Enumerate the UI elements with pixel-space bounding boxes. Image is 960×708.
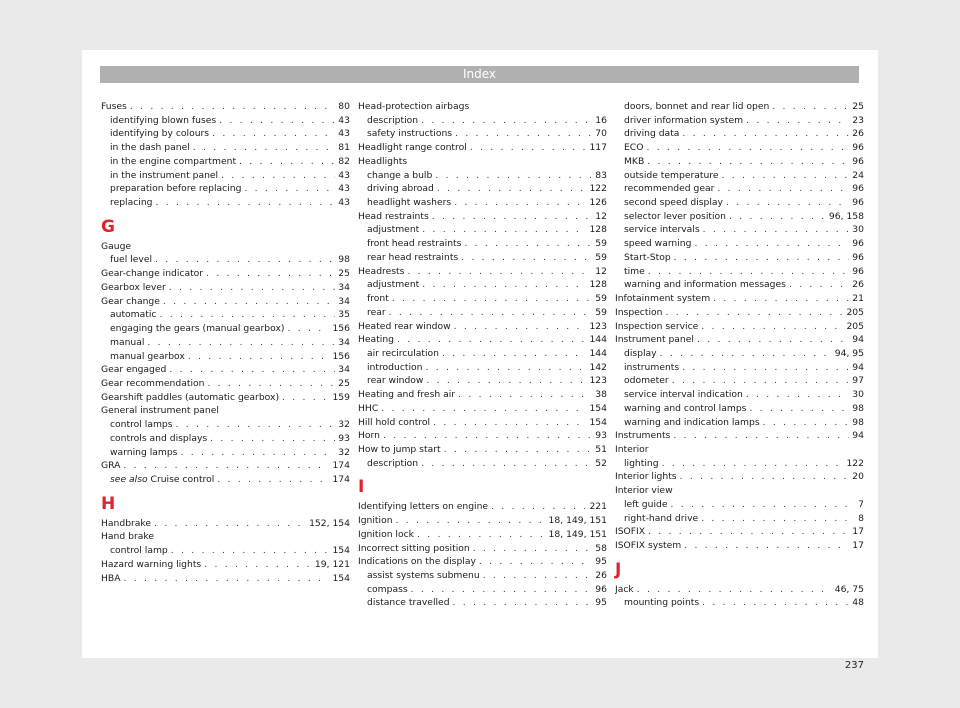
index-entry: Headrests . . . 12 <box>358 265 607 279</box>
index-subentry: adjustment . . . 128 <box>358 223 607 237</box>
index-subentry: safety instructions . . . 70 <box>358 127 607 141</box>
index-subentry: mounting points . . . 48 <box>615 596 864 610</box>
index-entry: Interior lights . . . 20 <box>615 470 864 484</box>
index-entry: Jack . . . 46, 75 <box>615 583 864 597</box>
index-heading: Hand brake <box>101 531 154 543</box>
index-entry: How to jump start . . . 51 <box>358 443 607 457</box>
index-subentry: second speed display . . . 96 <box>615 196 864 210</box>
index-entry: Instruments . . . 94 <box>615 429 864 443</box>
index-entry: Heating . . . 144 <box>358 333 607 347</box>
index-subentry: time . . . 96 <box>615 265 864 279</box>
index-subentry: lighting . . . 122 <box>615 457 864 471</box>
index-subentry: engaging the gears (manual gearbox) . . . 156 <box>101 322 350 336</box>
index-entry: Identifying letters on engine . . . 221 <box>358 500 607 514</box>
index-heading: Interior <box>615 443 649 455</box>
index-entry: Ignition . . . 18, 149, 151 <box>358 514 607 528</box>
index-subentry: introduction . . . 142 <box>358 361 607 375</box>
index-subentry: manual . . . 34 <box>101 336 350 350</box>
index-entry: Horn . . . 93 <box>358 429 607 443</box>
index-subentry: identifying by colours . . . 43 <box>101 127 350 141</box>
index-entry: Gearbox lever . . . 34 <box>101 281 350 295</box>
index-subentry: driving data . . . 26 <box>615 127 864 141</box>
index-subentry: distance travelled . . . 95 <box>358 596 607 610</box>
index-entry: Gear recommendation . . . 25 <box>101 377 350 391</box>
index-subentry: recommended gear . . . 96 <box>615 182 864 196</box>
section-letter-h: H <box>101 493 116 514</box>
index-subentry: ECO . . . 96 <box>615 141 864 155</box>
index-subentry: change a bulb . . . 83 <box>358 169 607 183</box>
index-column-3 <box>615 100 864 610</box>
index-entry: Hill hold control . . . 154 <box>358 416 607 430</box>
manual-page <box>82 50 878 671</box>
index-subentry: in the dash panel . . . 81 <box>101 141 350 155</box>
index-entry: Incorrect sitting position . . . 58 <box>358 542 607 556</box>
index-subentry: display . . . 94, 95 <box>615 347 864 361</box>
index-entry: Fuses . . . 80 <box>101 100 350 114</box>
index-entry: GRA . . . 174 <box>101 459 350 473</box>
index-entry: ISOFIX system . . . 17 <box>615 539 864 553</box>
index-entry: ISOFIX . . . 17 <box>615 525 864 539</box>
index-heading: Gauge <box>101 240 132 252</box>
index-entry: Heated rear window . . . 123 <box>358 320 607 334</box>
index-subentry: left guide . . . 7 <box>615 498 864 512</box>
index-subentry: front . . . 59 <box>358 292 607 306</box>
index-entry: Ignition lock . . . 18, 149, 151 <box>358 528 607 542</box>
index-entry: Headlight range control . . . 117 <box>358 141 607 155</box>
index-subentry: rear head restraints . . . 59 <box>358 251 607 265</box>
index-subentry: front head restraints . . . 59 <box>358 237 607 251</box>
section-letter-i: I <box>358 477 365 498</box>
index-see-also: see also Cruise control . . . 174 <box>101 473 350 487</box>
index-subentry: replacing . . . 43 <box>101 196 350 210</box>
section-letter-g: G <box>101 216 115 237</box>
index-subentry: in the instrument panel . . . 43 <box>101 169 350 183</box>
index-subentry: driver information system . . . 23 <box>615 114 864 128</box>
index-subentry: right-hand drive . . . 8 <box>615 512 864 526</box>
index-subentry: manual gearbox . . . 156 <box>101 350 350 364</box>
index-heading: Interior view <box>615 485 673 497</box>
index-subentry: air recirculation . . . 144 <box>358 347 607 361</box>
index-subentry: service interval indication . . . 30 <box>615 388 864 402</box>
index-column-2 <box>358 100 607 610</box>
index-entry: Gear change . . . 34 <box>101 295 350 309</box>
index-subentry: assist systems submenu . . . 26 <box>358 569 607 583</box>
index-subentry: warning and information messages . . . 26 <box>615 278 864 292</box>
index-subentry: fuel level . . . 98 <box>101 253 350 267</box>
index-subentry: headlight washers . . . 126 <box>358 196 607 210</box>
index-entry: Indications on the display . . . 95 <box>358 555 607 569</box>
index-entry: Gearshift paddles (automatic gearbox) . . . 159 <box>101 391 350 405</box>
index-subentry: rear . . . 59 <box>358 306 607 320</box>
index-entry: Heating and fresh air . . . 38 <box>358 388 607 402</box>
page-number: 237 <box>844 660 864 671</box>
index-entry: Handbrake . . . 152, 154 <box>101 517 350 531</box>
index-subentry: speed warning . . . 96 <box>615 237 864 251</box>
index-subentry: driving abroad . . . 122 <box>358 182 607 196</box>
index-entry: Inspection . . . 205 <box>615 306 864 320</box>
index-subentry: outside temperature . . . 24 <box>615 169 864 183</box>
index-entry: Gear-change indicator . . . 25 <box>101 267 350 281</box>
index-subentry: warning and indication lamps . . . 98 <box>615 416 864 430</box>
index-heading: Headlights <box>358 155 408 167</box>
index-subentry: description . . . 52 <box>358 457 607 471</box>
page-header: Index <box>100 66 859 83</box>
section-letter-j: J <box>615 559 622 580</box>
index-entry: Infotainment system . . . 21 <box>615 292 864 306</box>
index-entry: HHC . . . 154 <box>358 402 607 416</box>
index-entry: Inspection service . . . 205 <box>615 320 864 334</box>
index-entry: Hazard warning lights . . . 19, 121 <box>101 558 350 572</box>
index-subentry: description . . . 16 <box>358 114 607 128</box>
index-subentry: control lamp . . . 154 <box>101 544 350 558</box>
index-subentry: rear window . . . 123 <box>358 374 607 388</box>
index-subentry: Start-Stop . . . 96 <box>615 251 864 265</box>
index-subentry: selector lever position . . . 96, 158 <box>615 210 864 224</box>
index-heading: General instrument panel <box>101 405 219 417</box>
index-subentry: instruments . . . 94 <box>615 361 864 375</box>
index-subentry: warning and control lamps . . . 98 <box>615 402 864 416</box>
index-subentry: compass . . . 96 <box>358 583 607 597</box>
index-entry: Head restraints . . . 12 <box>358 210 607 224</box>
index-subentry: doors, bonnet and rear lid open . . . 25 <box>615 100 864 114</box>
index-subentry: control lamps . . . 32 <box>101 418 350 432</box>
index-subentry: adjustment . . . 128 <box>358 278 607 292</box>
index-subentry: service intervals . . . 30 <box>615 223 864 237</box>
index-subentry: automatic . . . 35 <box>101 308 350 322</box>
index-subentry: controls and displays . . . 93 <box>101 432 350 446</box>
index-subentry: warning lamps . . . 32 <box>101 446 350 460</box>
index-subentry: identifying blown fuses . . . 43 <box>101 114 350 128</box>
index-entry: Instrument panel . . . 94 <box>615 333 864 347</box>
index-entry: HBA . . . 154 <box>101 572 350 586</box>
index-subentry: preparation before replacing . . . 43 <box>101 182 350 196</box>
index-subentry: MKB . . . 96 <box>615 155 864 169</box>
index-column-1 <box>101 100 350 585</box>
index-heading: Head-protection airbags <box>358 101 470 112</box>
index-entry: Gear engaged . . . 34 <box>101 363 350 377</box>
index-subentry: odometer . . . 97 <box>615 374 864 388</box>
index-subentry: in the engine compartment . . . 82 <box>101 155 350 169</box>
